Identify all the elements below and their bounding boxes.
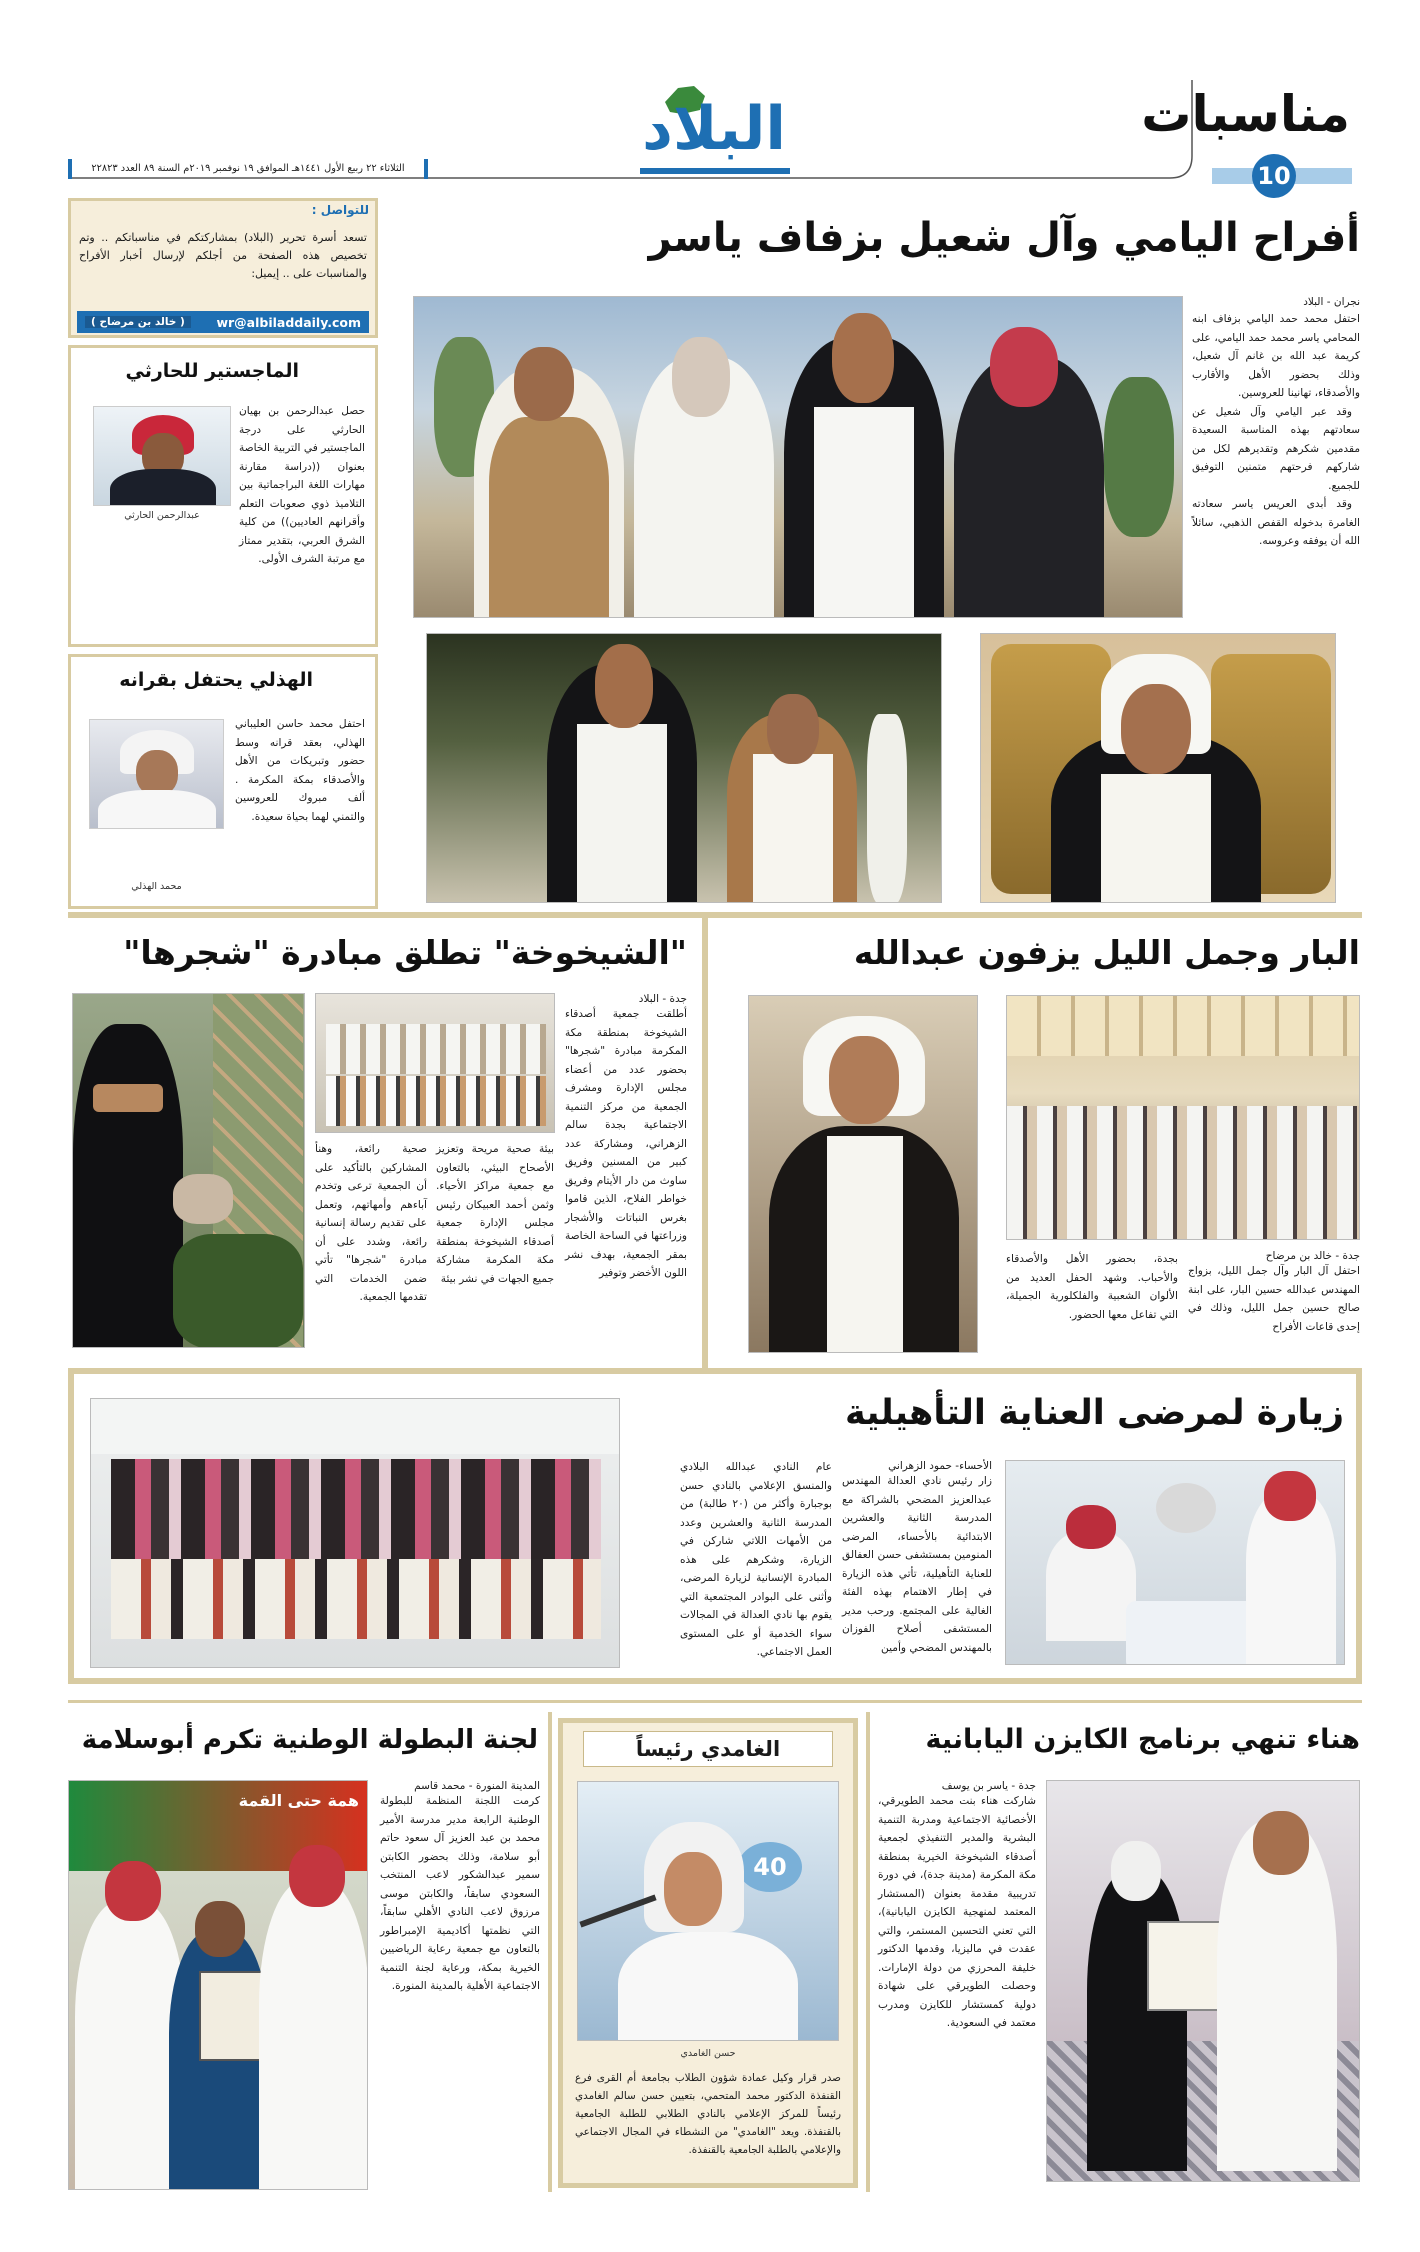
date-line-text: الثلاثاء ٢٢ ربيع الأول ١٤٤١هـ الموافق ١٩ نوفمبر ٢٠١٩م السنة ٨٩ العدد ٢٢٨٢٣ bbox=[91, 163, 405, 174]
committee-banner-text: همة حتى القمة bbox=[238, 1791, 359, 1810]
main-section-rule bbox=[68, 912, 1362, 918]
visit-photo-patient bbox=[1005, 1460, 1345, 1665]
masters-photo-spacer bbox=[81, 402, 239, 542]
visit-col1-wrap bbox=[842, 1460, 992, 1670]
main-p1: احتفل محمد حمد اليامي بزفاف ابنه المحامي ياسر محمد حمد اليامي، على كريمة عبد الله بن غانم آل شعيل، وذلك بحضور الأهل والأقارب والأصدقاء، تهانينا للعروسين. bbox=[1192, 313, 1360, 399]
committee-headline: لجنة البطولة الوطنية تكرم أبوسلامة bbox=[81, 1725, 538, 1755]
bar-col1: احتفل آل البار وآل جمل الليل، بزواج المهندس عبدالله حسين البار، على ابنة صالح حسين جمل الليل، وذلك في إحدى قاعات الأفراح bbox=[1188, 1265, 1360, 1333]
hudhali-box bbox=[68, 654, 378, 909]
bar-col1-wrap bbox=[1188, 1250, 1360, 1355]
contact-box bbox=[68, 198, 378, 338]
logo bbox=[640, 82, 790, 174]
bottom-rule-left bbox=[68, 1700, 1362, 1703]
section-title: مناسبات bbox=[1141, 85, 1350, 143]
main-photo-1 bbox=[413, 296, 1183, 618]
mid-vertical-rule bbox=[702, 918, 708, 1370]
page-number: 10 bbox=[1252, 154, 1296, 198]
contact-editor: ( خالد بن مرضاح ) bbox=[85, 316, 191, 328]
bar-headline: البار وجمل الليل يزفون عبدالله bbox=[853, 933, 1360, 972]
ghamdi-caption: حسن الغامدي bbox=[680, 2048, 736, 2059]
ghamdi-title-box bbox=[583, 1731, 833, 1767]
logo-underline bbox=[640, 168, 790, 174]
hudhali-photo bbox=[89, 719, 224, 829]
shaykhukha-photo-2 bbox=[315, 993, 555, 1133]
contact-body: تسعد أسرة تحرير (البلاد) بمشاركتكم في مناسباتكم .. وتم تخصيص هذه الصفحة من أجلكم لإرسال أخبار الأفراح والمناسبات على .. إيميل: bbox=[79, 231, 367, 280]
kaizen-text bbox=[878, 1780, 1036, 2180]
contact-title: للتواصل : bbox=[311, 203, 369, 217]
shaykhukha-col1: أطلقت جمعية أصدقاء الشيخوخة بمنطقة مكة المكرمة مبادرة "شجرها" بحضور عدد من أعضاء مجلس الإدارة ومشرف الجمعية من مركز التنمية الاجتماعية بجدة سالم الزهراني، ومشاركة عدد كبير من المسنين وفريق ساوث من دار الأيتام وفريق خواطر الفلاح، الذين قاموا بغرس النباتات والأشجار وزراعتها في الساحة الخاصة بمقر الجمعية، بهدف نشر اللون الأخضر وتوفير bbox=[565, 1008, 687, 1279]
committee-dateline: المدينة المنورة - محمد قاسم bbox=[414, 1780, 540, 1792]
bar-photo-portrait bbox=[748, 995, 978, 1353]
ghamdi-box bbox=[558, 1718, 858, 2188]
visit-headline: زيارة لمرضى العناية التأهيلية bbox=[844, 1393, 1344, 1433]
main-p3: وقد أبدى العريس ياسر سعادته الغامرة بدخوله القفص الذهبي، سائلاً الله أن يوفقه وعروسه. bbox=[1192, 498, 1360, 547]
main-dateline: نجران - البلاد bbox=[1303, 296, 1360, 308]
date-line bbox=[68, 159, 428, 179]
visit-col2: عام النادي عبدالله البلادي والمنسق الإعلامي بالنادي حسن بوجبارة وأكثر من (٢٠ طالبة) من المدرسة الثانية والعشرين وعدد من الأمهات اللاتي شاركن في الزيارة، وشكرهم على هذه المبادرة الإنسانية لزيارة المرضى، وأثنى على البوادر المجتمعية التي يقوم بها نادي العدالة في المجالات سواء الخدمية أو على المستوى العمل الاجتماعي. bbox=[680, 1461, 832, 1658]
main-photo-2 bbox=[426, 633, 942, 903]
committee-text bbox=[380, 1780, 540, 2190]
visit-col1: زار رئيس نادي العدالة المهندس عبدالعزيز المضحي بالشراكة مع المدرسة الثانية والعشرين الابتدائية بالأحساء، المرضى المنومين بمستشفى حسن العفالق للعناية التأهيلية، تأتي هذه الزيارة في إطار الاهتمام بهذه الفئة الغالية على المجتمع. ورحب مدير المستشفى أصلاح الفوزان بالمهندس المضحي وأمين bbox=[842, 1475, 992, 1654]
logo-text: البلاد bbox=[642, 94, 786, 164]
contact-email[interactable]: wr@albiladdaily.com bbox=[216, 314, 361, 330]
main-text bbox=[1192, 296, 1360, 616]
shaykhukha-photo-1 bbox=[72, 993, 305, 1348]
hudhali-headline: الهذلي يحتفل بقرانه bbox=[119, 669, 313, 691]
bottom-divider-2 bbox=[548, 1712, 552, 2192]
ghamdi-badge: 40 bbox=[738, 1842, 802, 1892]
bar-dateline: جدة - خالد بن مرضاح bbox=[1265, 1250, 1360, 1262]
contact-email-bar bbox=[77, 311, 369, 333]
shaykhukha-col2: بيئة صحية مريحة وتعزيز الأصحاح البيئي، بالتعاون مع جمعية مراكز الأحياء. وثمن أحمد العبيكان رئيس مجلس الإدارة جمعية أصدقاء الشيخوخة بمنطقة مكة المكرمة مشاركة جميع الجهات في نشر بيئة bbox=[436, 1143, 554, 1285]
bar-photo-crowd bbox=[1006, 995, 1360, 1240]
shaykhukha-headline: "الشيخوخة" تطلق مبادرة "شجرها" bbox=[123, 933, 687, 972]
shaykhukha-col3: صحية رائعة، وهنأ المشاركين بالتأكيد على أن الجمعية ترعى وتخدم آباءهم وأمهاتهم، وتعمل على تقديم رسالة إنسانية رائعة، وشدد على أن مبادرة "شجرها" تأتي ضمن الخدمات التي تقدمها الجمعية. bbox=[315, 1143, 427, 1303]
visit-photo-group bbox=[90, 1398, 620, 1668]
main-headline: أفراح اليامي وآل شعيل بزفاف ياسر bbox=[648, 215, 1360, 261]
kaizen-dateline: جدة - ياسر بن يوسف bbox=[941, 1780, 1036, 1792]
kaizen-body: شاركت هناء بنت محمد الطويرقي، الأخصائية الاجتماعية ومدربة التنمية البشرية والمدير التنفيذي لجمعية أصدقاء الشيخوخة الخيرية بمنطقة مكة المكرمة (مدينة جدة)، في دورة تدريبية مقدمة بعنوان (المستشار المعتمد لمنهجية الكايزن اليابانية)، التي تعني التحسين المستمر، والتي عقدت في ماليزيا، وقدمها الدكتور خليفة المحرزي من دولة الإمارات. وحصلت الطويرقي على شهادة دولية كمستشار للكايزن ومدرب معتمد في السعودية. bbox=[878, 1795, 1036, 2029]
committee-photo bbox=[68, 1780, 368, 2190]
bar-col2: بجدة، بحضور الأهل والأصدقاء والأحباب. وشهد الحفل العديد من الألوان الشعبية والفلكلورية الجميلة، التي تفاعل معها الحضور. bbox=[1006, 1253, 1178, 1321]
hudhali-caption: محمد الهذلي bbox=[131, 881, 182, 892]
masters-body: حصل عبدالرحمن بن بهيان الحارثي على درجة الماجستير في التربية الخاصة بعنوان ((دراسة مقارنة مهارات اللغة البراجماتية بين التلاميذ ذوي صعوبات التعلم وأقرانهم العاديين)) من كلية الشرق العربي، بتقدير ممتاز مع مرتبة الشرف الأولى. bbox=[81, 402, 365, 632]
main-p2: وقد عبر اليامي وآل شعيل عن سعادتهم بهذه المناسبة السعيدة مقدمين شكرهم وتقديرهم لكل من شاركهم فرحتهم متمنين التوفيق للجميع. bbox=[1192, 405, 1360, 492]
ghamdi-photo bbox=[577, 1781, 839, 2041]
hudhali-body: احتفل محمد حاسن العليباني الهذلي، بعقد قرانه وسط حضور وتبريكات من الأهل والأصدقاء بمكة المكرمة . ألف مبروك للعروسين والتمني لهما بحياة سعيدة. bbox=[235, 718, 365, 823]
kaizen-headline: هناء تنهي برنامج الكايزن اليابانية bbox=[925, 1724, 1360, 1755]
visit-dateline: الأحساء- حمود الزهراني bbox=[888, 1460, 992, 1472]
masthead bbox=[0, 0, 1420, 190]
bottom-divider-1 bbox=[866, 1712, 870, 2192]
main-photo-3 bbox=[980, 633, 1336, 903]
ghamdi-body: صدر قرار وكيل عمادة شؤون الطلاب بجامعة أم القرى فرع القنفذة الدكتور محمد المتحمي، بتعيين حسن سالم الغامدي رئيساً للمركز الإعلامي بالنادي الطلابي للطلبة الجامعية بالقنفذة. ويعد "الغامدي" من النشطاء في المجال الاجتماعي والإعلامي بالطلبة الجامعية بالقنفذة. bbox=[575, 2072, 841, 2156]
masters-box bbox=[68, 345, 378, 647]
kaizen-photo bbox=[1046, 1780, 1360, 2182]
masters-caption: عبدالرحمن الحارثي bbox=[124, 510, 200, 521]
committee-body: كرمت اللجنة المنظمة للبطولة الوطنية الرابعة مدير مدرسة الأمير محمد بن عبد العزيز آل سعود حاتم أبو سلامة، وذلك بحضور الكابتن سمير عبدالشكور لاعب المنتخب السعودي سابقاً، والكابتن موسى مرزوق لاعب النادي الأهلي سابقاً، التي نظمتها أكاديمية الإمبراطور بالتعاون مع جمعية رعاية الرياضيين الخيرية بمكة، ورعاية لجنة التنمية الاجتماعية الأهلية بالمدينة المنورة. bbox=[380, 1795, 540, 1992]
masters-headline: الماجستير للحارثي bbox=[125, 360, 299, 382]
ghamdi-headline: الغامدي رئيساً bbox=[635, 1737, 781, 1761]
shaykhukha-col1-wrap bbox=[565, 993, 687, 1353]
shaykhukha-dateline: جدة - البلاد bbox=[638, 993, 687, 1005]
